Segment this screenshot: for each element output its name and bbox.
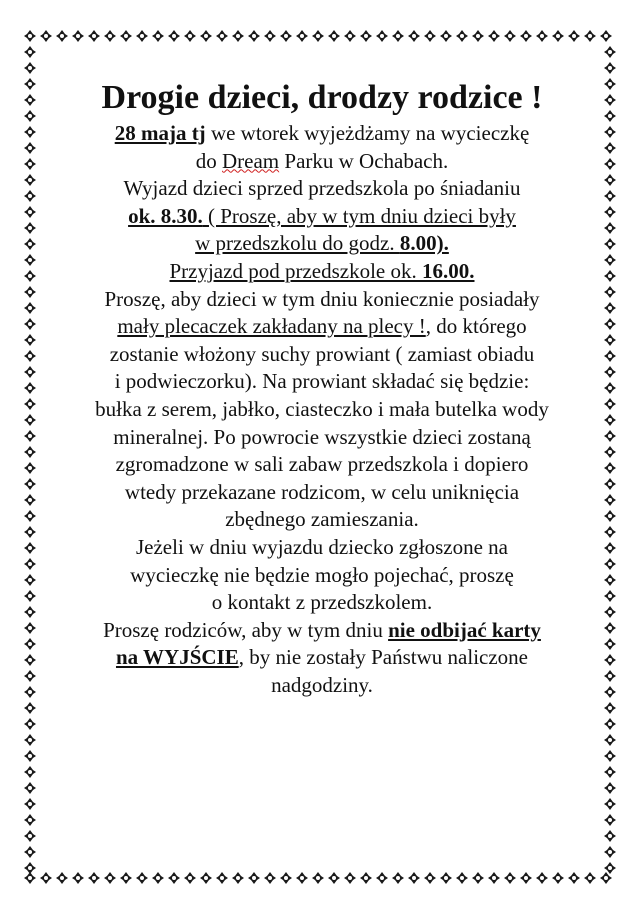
line-1-text: we wtorek wyjeżdżamy na wycieczkę (205, 121, 530, 145)
line-5-text: w przedszkolu do godz. (195, 231, 400, 256)
border-ornament (520, 30, 532, 42)
border-ornament (24, 142, 36, 154)
border-ornament (604, 462, 616, 474)
border-ornament (408, 872, 420, 884)
border-ornament (604, 846, 616, 858)
border-ornament (24, 814, 36, 826)
border-ornament (24, 718, 36, 730)
border-ornament (24, 382, 36, 394)
border-ornament (216, 30, 228, 42)
border-ornament (24, 302, 36, 314)
border-ornament (328, 872, 340, 884)
border-ornament (184, 30, 196, 42)
border-ornament (24, 494, 36, 506)
border-ornament (280, 872, 292, 884)
border-ornament (456, 872, 468, 884)
border-ornament (360, 872, 372, 884)
border-ornament (604, 270, 616, 282)
border-ornament (408, 30, 420, 42)
departure-time: ok. 8.30. (128, 203, 203, 228)
border-ornament (552, 872, 564, 884)
border-ornament (24, 30, 36, 42)
border-ornament (24, 686, 36, 698)
line-14: wtedy przekazane rodzicom, w celu uniknięcia (124, 479, 520, 504)
border-ornament (296, 30, 308, 42)
return-time: 16.00. (422, 258, 475, 283)
border-ornament (568, 872, 580, 884)
border-ornament (152, 872, 164, 884)
border-ornament (604, 430, 616, 442)
border-ornament (24, 110, 36, 122)
border-ornament (24, 174, 36, 186)
border-ornament (24, 590, 36, 602)
border-ornament (136, 30, 148, 42)
line-13: zgromadzone w sali zabaw przedszkola i dopiero (115, 452, 529, 477)
border-ornament (104, 30, 116, 42)
border-ornament (604, 110, 616, 122)
border-ornament (604, 526, 616, 538)
border-ornament (232, 872, 244, 884)
border-ornament (24, 238, 36, 250)
border-ornament (24, 398, 36, 410)
border-ornament (72, 30, 84, 42)
border-ornament (264, 872, 276, 884)
border-ornament (604, 686, 616, 698)
border-ornament (604, 254, 616, 266)
border-ornament (24, 478, 36, 490)
border-ornament (312, 872, 324, 884)
border-ornament (296, 872, 308, 884)
line-18: o kontakt z przedszkolem. (211, 590, 433, 615)
border-ornament (24, 558, 36, 570)
border-ornament (604, 862, 616, 874)
border-ornament (604, 174, 616, 186)
border-ornament (604, 830, 616, 842)
border-ornament (24, 286, 36, 298)
border-ornament (604, 158, 616, 170)
border-ornament (604, 302, 616, 314)
border-ornament (88, 30, 100, 42)
border-ornament (24, 606, 36, 618)
border-ornament (24, 574, 36, 586)
border-ornament (568, 30, 580, 42)
border-ornament (24, 622, 36, 634)
border-ornament (604, 654, 616, 666)
border-ornament (24, 334, 36, 346)
border-ornament (104, 872, 116, 884)
line-19-text: Proszę rodziców, aby w tym dniu (103, 617, 389, 642)
border-ornament (504, 30, 516, 42)
line-12: mineralnej. Po powrocie wszystkie dzieci zostaną (113, 424, 531, 449)
border-ornament (604, 318, 616, 330)
border-ornament (24, 462, 36, 474)
border-ornament (120, 872, 132, 884)
line-10: i podwieczorku). Na prowiant składać się będzie: (114, 369, 530, 394)
line-departure-time (44, 203, 600, 231)
border-ornament (56, 872, 68, 884)
border-ornament (604, 590, 616, 602)
border-ornament (24, 830, 36, 842)
border-ornament (604, 142, 616, 154)
border-ornament (24, 542, 36, 554)
border-ornament (24, 750, 36, 762)
notice-title: Drogie dzieci, drodzy rodzice ! (101, 79, 543, 116)
line-7: Proszę, aby dzieci w tym dniu koniecznie posiadały (104, 286, 540, 311)
line-departure: Wyjazd dzieci sprzed przedszkola po śniadaniu (123, 176, 521, 201)
border-ornament (24, 62, 36, 74)
line-9: zostanie włożony suchy prowiant ( zamiast obiadu (109, 341, 535, 366)
line-20-text: , by nie zostały Państwu naliczone (238, 645, 528, 670)
backpack-note: mały plecaczek zakładany na plecy ! (117, 314, 426, 339)
line-2-prefix: do (195, 148, 222, 173)
border-ornament (24, 254, 36, 266)
border-ornament (392, 872, 404, 884)
line-arrival-deadline (44, 230, 600, 258)
border-ornament (376, 30, 388, 42)
line-8-text: , do którego (425, 314, 527, 339)
border-ornament (604, 446, 616, 458)
border-ornament (604, 750, 616, 762)
border-ornament (604, 206, 616, 218)
border-ornament (472, 30, 484, 42)
border-ornament (264, 30, 276, 42)
line-16: Jeżeli w dniu wyjazdu dziecko zgłoszone na (135, 534, 509, 559)
border-ornament (152, 30, 164, 42)
border-ornament (600, 872, 612, 884)
border-ornament (24, 670, 36, 682)
border-ornament (488, 30, 500, 42)
border-ornament (536, 872, 548, 884)
border-ornament (24, 702, 36, 714)
border-ornament (24, 766, 36, 778)
spellcheck-word: Dream (222, 148, 280, 173)
line-destination (44, 148, 600, 176)
border-ornament (440, 30, 452, 42)
border-ornament (24, 510, 36, 522)
border-ornament (604, 238, 616, 250)
border-ornament (604, 542, 616, 554)
exit-instruction: na WYJŚCIE (115, 645, 239, 670)
border-ornament (200, 30, 212, 42)
border-ornament (24, 734, 36, 746)
border-ornament (604, 190, 616, 202)
border-ornament (604, 78, 616, 90)
border-ornament (24, 430, 36, 442)
border-ornament (24, 350, 36, 362)
line-card (44, 617, 600, 645)
border-ornament (24, 222, 36, 234)
border-ornament (216, 872, 228, 884)
border-ornament (604, 670, 616, 682)
border-ornament (604, 558, 616, 570)
border-ornament (280, 30, 292, 42)
border-ornament (604, 574, 616, 586)
line-backpack (44, 313, 600, 341)
border-ornament (24, 366, 36, 378)
border-ornament (360, 30, 372, 42)
border-ornament (604, 638, 616, 650)
border-ornament (604, 94, 616, 106)
border-ornament (24, 414, 36, 426)
line-date (44, 120, 600, 148)
border-ornament (136, 872, 148, 884)
border-ornament (504, 872, 516, 884)
border-ornament (168, 30, 180, 42)
border-ornament (604, 350, 616, 362)
border-ornament (604, 398, 616, 410)
border-ornament (232, 30, 244, 42)
border-ornament (604, 718, 616, 730)
border-ornament (604, 622, 616, 634)
line-17: wycieczkę nie będzie mogło pojechać, proszę (130, 562, 514, 587)
border-ornament (184, 872, 196, 884)
border-ornament (604, 222, 616, 234)
border-ornament (604, 478, 616, 490)
border-ornament (24, 78, 36, 90)
border-ornament (168, 872, 180, 884)
border-ornament (604, 510, 616, 522)
border-ornament (604, 286, 616, 298)
border-ornament (24, 46, 36, 58)
line-return (44, 258, 600, 286)
border-ornament (604, 798, 616, 810)
border-ornament (24, 318, 36, 330)
border-ornament (24, 862, 36, 874)
border-ornament (24, 446, 36, 458)
border-ornament (24, 126, 36, 138)
line-4-text: ( Proszę, aby w tym dniu dzieci były (202, 203, 516, 228)
card-instruction: nie odbijać karty (388, 617, 541, 642)
border-ornament (604, 126, 616, 138)
border-ornament (604, 814, 616, 826)
border-ornament (424, 872, 436, 884)
trip-date: 28 maja tj (114, 121, 206, 145)
border-ornament (456, 30, 468, 42)
border-ornament (488, 872, 500, 884)
border-ornament (604, 782, 616, 794)
border-ornament (604, 366, 616, 378)
border-ornament (604, 702, 616, 714)
line-6-text: Przyjazd pod przedszkole ok. (169, 258, 422, 283)
border-ornament (604, 494, 616, 506)
line-2-suffix: Parku w Ochabach. (279, 148, 449, 173)
border-ornament (312, 30, 324, 42)
border-ornament (604, 46, 616, 58)
border-ornament (344, 30, 356, 42)
border-ornament (24, 638, 36, 650)
line-11: bułka z serem, jabłko, ciasteczko i mała butelka wody (95, 396, 549, 421)
border-ornament (536, 30, 548, 42)
border-ornament (344, 872, 356, 884)
notice-body (44, 78, 600, 699)
border-ornament (24, 270, 36, 282)
border-ornament (584, 872, 596, 884)
border-ornament (604, 62, 616, 74)
border-ornament (200, 872, 212, 884)
border-ornament (604, 334, 616, 346)
border-ornament (24, 94, 36, 106)
border-ornament (120, 30, 132, 42)
border-ornament (24, 206, 36, 218)
border-ornament (604, 414, 616, 426)
border-ornament (72, 872, 84, 884)
border-ornament (600, 30, 612, 42)
border-ornament (88, 872, 100, 884)
border-ornament (328, 30, 340, 42)
border-ornament (248, 872, 260, 884)
border-ornament (40, 872, 52, 884)
border-ornament (604, 734, 616, 746)
border-ornament (24, 798, 36, 810)
border-ornament (24, 846, 36, 858)
border-ornament (584, 30, 596, 42)
border-ornament (424, 30, 436, 42)
border-ornament (552, 30, 564, 42)
border-ornament (472, 872, 484, 884)
border-ornament (24, 782, 36, 794)
line-21: nadgodziny. (271, 672, 373, 697)
border-ornament (604, 766, 616, 778)
border-ornament (376, 872, 388, 884)
line-15: zbędnego zamieszania. (225, 507, 419, 532)
border-ornament (24, 158, 36, 170)
border-ornament (604, 382, 616, 394)
border-ornament (40, 30, 52, 42)
border-ornament (24, 654, 36, 666)
arrival-deadline: 8.00). (399, 231, 449, 256)
border-ornament (392, 30, 404, 42)
border-ornament (440, 872, 452, 884)
border-ornament (24, 526, 36, 538)
border-ornament (248, 30, 260, 42)
line-exit (44, 644, 600, 672)
border-ornament (24, 190, 36, 202)
border-ornament (56, 30, 68, 42)
border-ornament (604, 606, 616, 618)
border-ornament (520, 872, 532, 884)
